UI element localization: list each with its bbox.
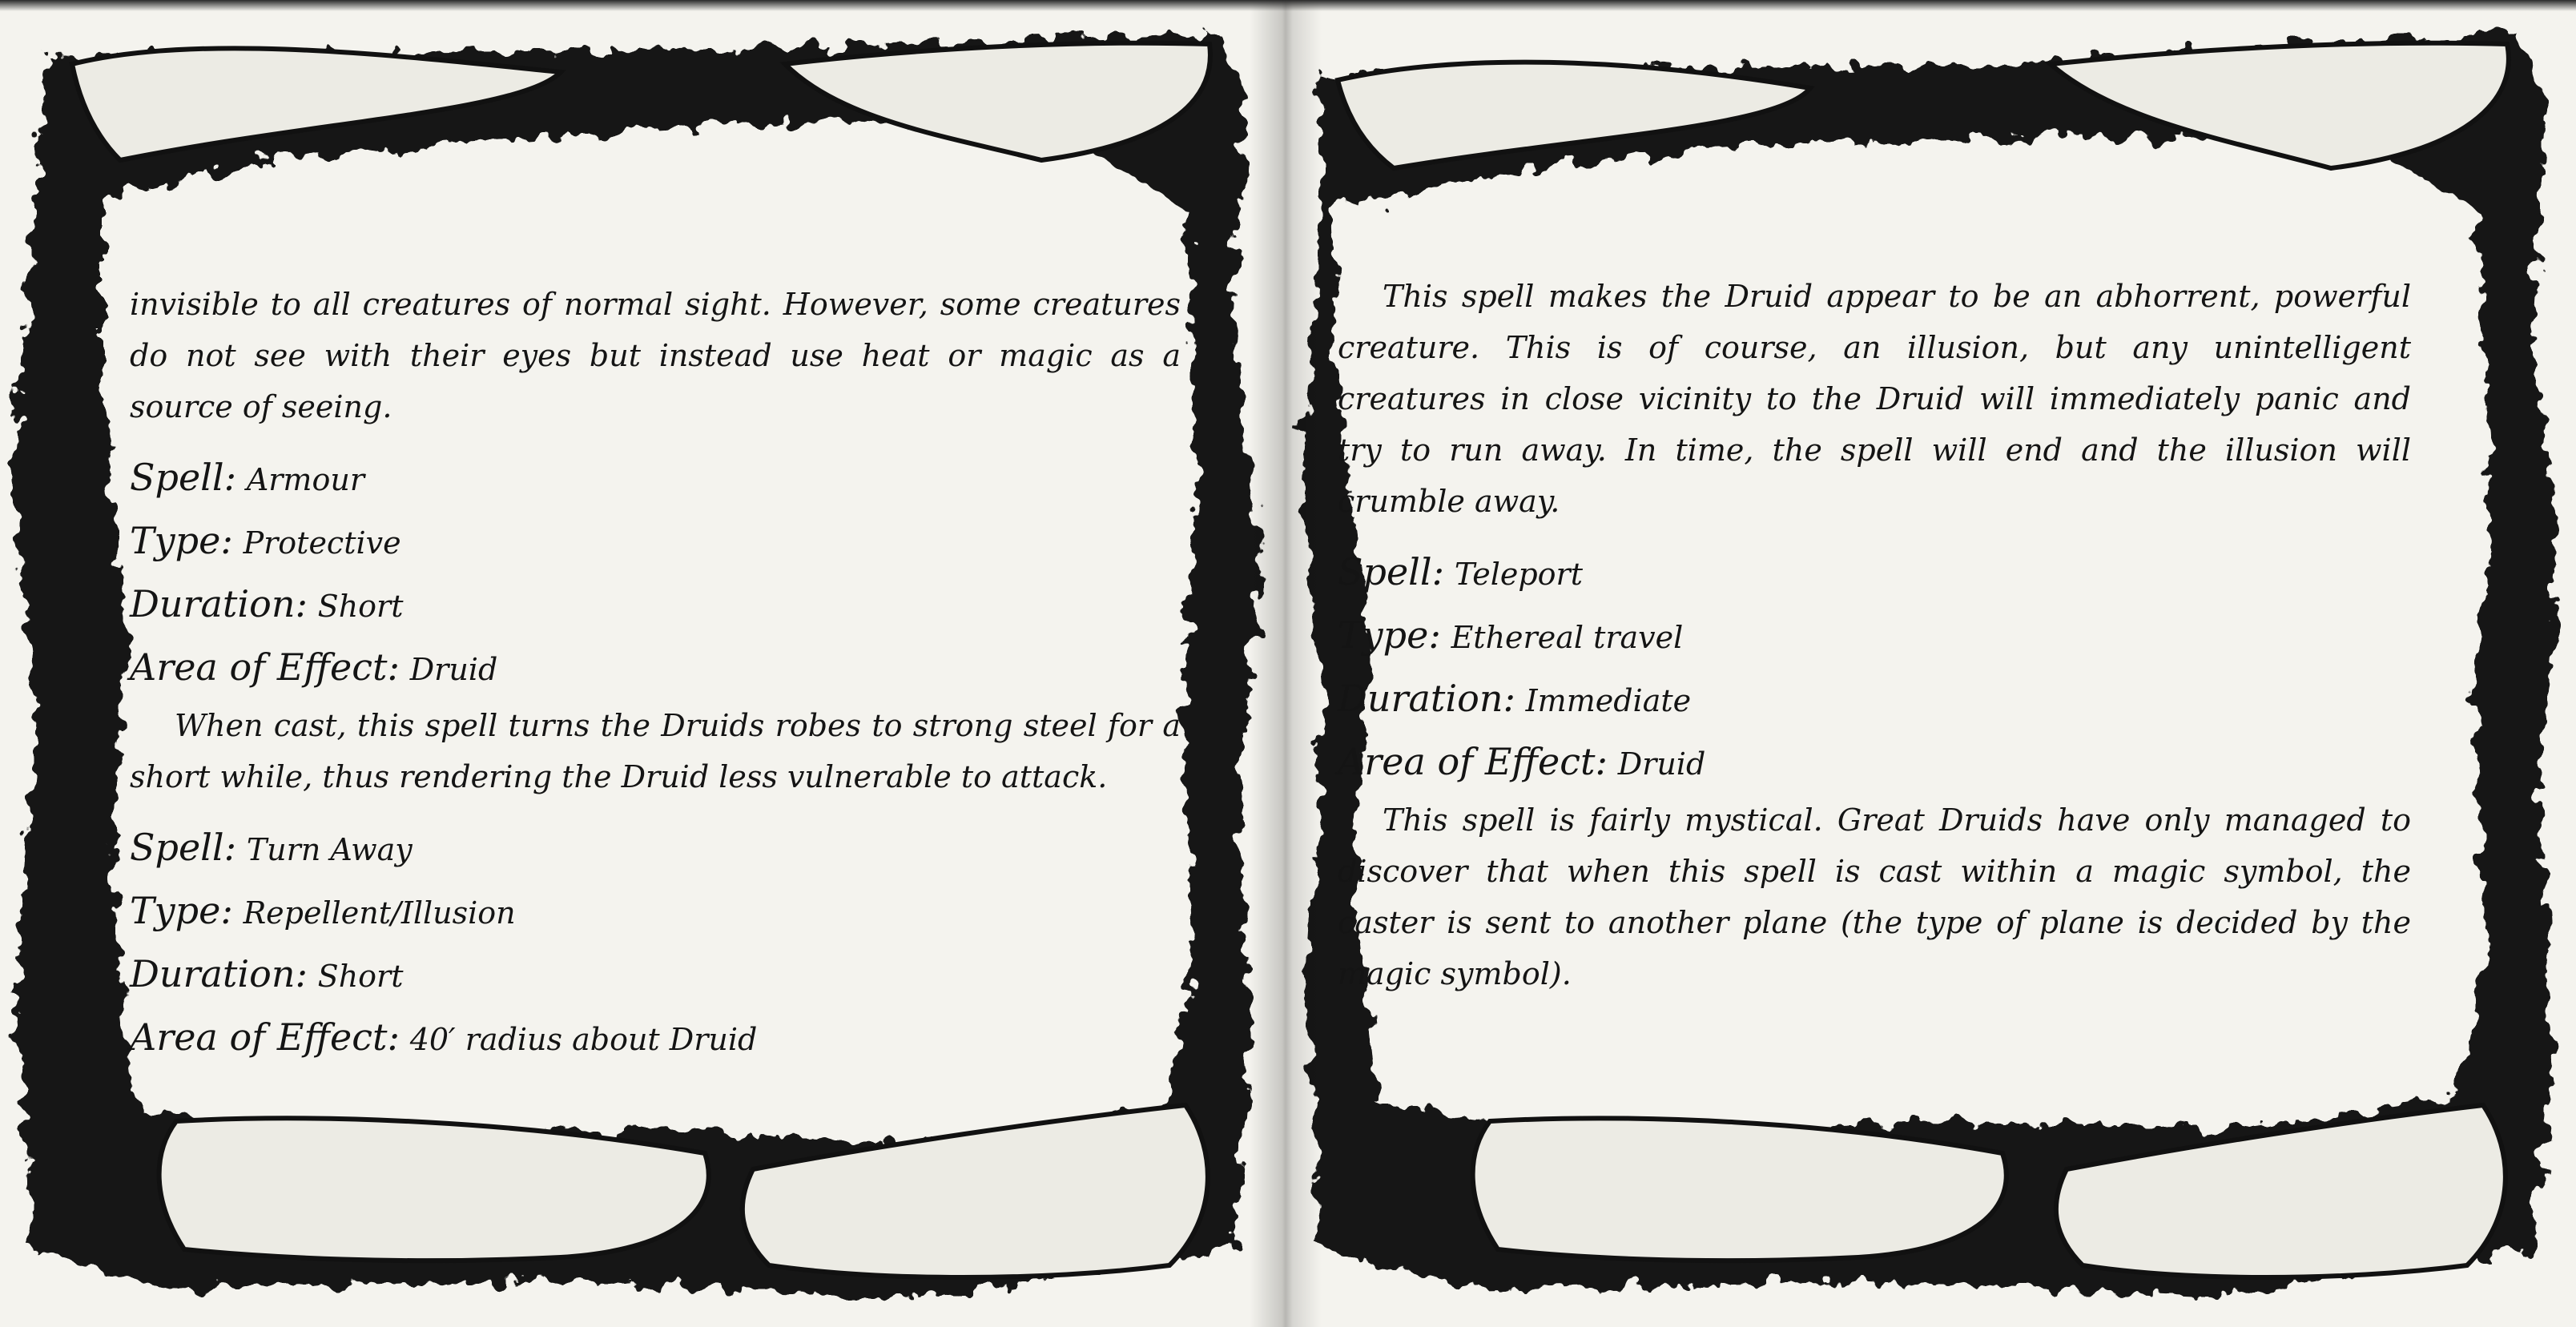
area-label: Area of Effect: (130, 645, 400, 689)
turn-away-duration-row (130, 943, 1181, 1007)
duration-label: Duration: (130, 582, 308, 625)
teleport-duration-row (1338, 668, 2411, 731)
teleport-area-row (1338, 731, 2411, 794)
type-label: Type: (130, 889, 233, 932)
spell-name: Armour (246, 462, 364, 497)
teleport-spell-row (1338, 541, 2411, 605)
area-label: Area of Effect: (130, 1015, 400, 1059)
type-label: Type: (1338, 613, 1441, 657)
teleport-type-row (1338, 605, 2411, 668)
turn-away-spell-row (130, 817, 1181, 880)
armour-spell-row (130, 447, 1181, 510)
area-label: Area of Effect: (1338, 740, 1608, 783)
area-value: Druid (409, 652, 498, 687)
duration-label: Duration: (1338, 677, 1515, 720)
armour-area-row (130, 637, 1181, 700)
spell-label: Spell: (130, 456, 237, 499)
armour-description: When cast, this spell turns the Druids robes to strong steel for a short while, thus rendering the Druid less vulnerable to attack. (130, 708, 1181, 794)
turn-away-type-row (130, 880, 1181, 943)
right-page-text (1338, 271, 2411, 1014)
duration-value: Short (317, 959, 404, 994)
spell-label: Spell: (130, 826, 237, 869)
area-value: 40′ radius about Druid (409, 1022, 758, 1057)
type-value: Protective (243, 525, 401, 561)
duration-value: Short (317, 589, 404, 624)
right-page (1282, 0, 2576, 1327)
area-value: Druid (1617, 746, 1706, 782)
spell-name: Teleport (1454, 557, 1583, 592)
armour-duration-row (130, 573, 1181, 637)
spell-label: Spell: (1338, 550, 1445, 593)
top-edge-shadow (0, 0, 2576, 11)
left-page-text (130, 279, 1181, 1070)
type-value: Repellent/Illusion (243, 895, 516, 931)
book-gutter (1250, 0, 1322, 1327)
armour-type-row (130, 510, 1181, 573)
spell-name: Turn Away (246, 832, 413, 867)
right-intro-paragraph: This spell makes the Druid appear to be an abhorrent, powerful creature. This is of course, an illusion, but any unintelligent creatures in close vicinity to the Druid will immediately panic and try to run away. In time, the spell will end and the illusion will crumble away. (1338, 279, 2411, 519)
duration-label: Duration: (130, 952, 308, 995)
teleport-description: This spell is fairly mystical. Great Druids have only managed to discover that when this spell is cast within a magic symbol, the caster is sent to another plane (the type of plane is decided by the magic symbol). (1338, 802, 2411, 991)
type-label: Type: (130, 519, 233, 562)
type-value: Ethereal travel (1451, 620, 1684, 655)
left-page (0, 0, 1282, 1327)
left-intro-paragraph: invisible to all creatures of normal sight. However, some creatures do not see with their eyes but instead use heat or magic as a source of seeing. (130, 287, 1181, 424)
turn-away-area-row (130, 1007, 1181, 1070)
duration-value: Immediate (1525, 683, 1692, 718)
